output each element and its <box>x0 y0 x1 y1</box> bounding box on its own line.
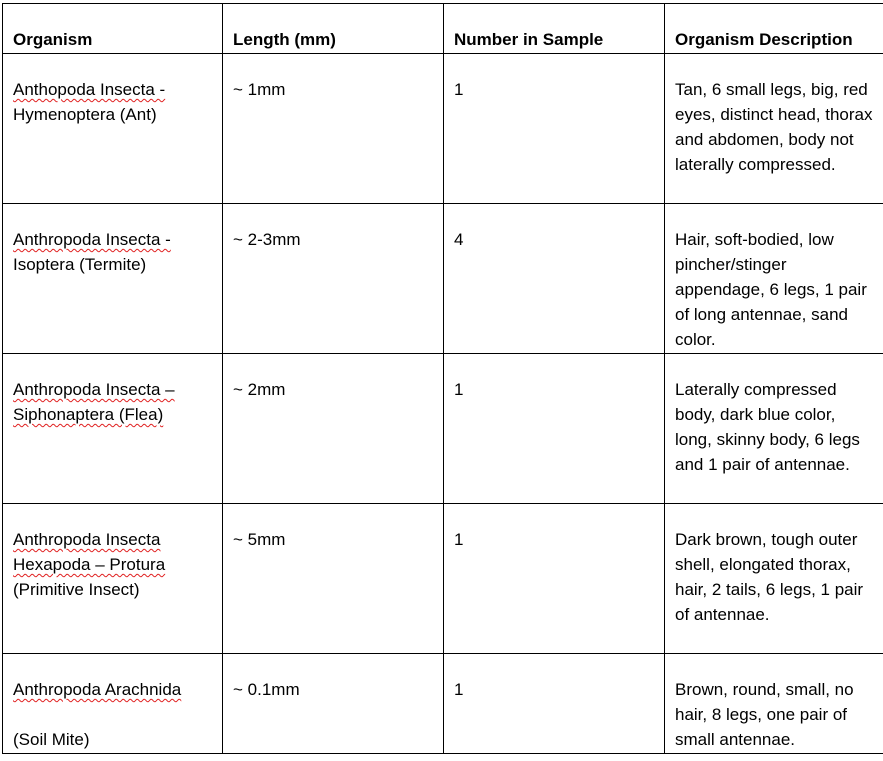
header-organism-description: Organism Description <box>665 4 883 54</box>
organism-name-line: Hexapoda – Protura <box>13 555 166 574</box>
organism-cell <box>3 354 223 504</box>
header-number-in-sample: Number in Sample <box>444 4 665 54</box>
organism-name-line: Anthopoda Insecta - <box>13 80 166 99</box>
description-cell: Brown, round, small, no hair, 8 legs, one pair of small antennae. <box>665 654 883 754</box>
organism-name-line: Siphonaptera (Flea) <box>13 405 164 424</box>
organism-cell <box>3 54 223 204</box>
number-cell: 1 <box>444 54 665 204</box>
organism-table <box>2 3 883 754</box>
table-row <box>3 654 883 754</box>
description-cell: Hair, soft-bodied, low pincher/stinger appendage, 6 legs, 1 pair of long antennae, sand color. <box>665 204 883 354</box>
header-length: Length (mm) <box>223 4 444 54</box>
number-cell: 4 <box>444 204 665 354</box>
description-cell: Dark brown, tough outer shell, elongated thorax, hair, 2 tails, 6 legs, 1 pair of antennae. <box>665 504 883 654</box>
table-row <box>3 354 883 504</box>
length-cell: ~ 0.1mm <box>223 654 444 754</box>
table-row <box>3 504 883 654</box>
organism-name-line: Anthropoda Insecta <box>13 530 161 549</box>
organism-name-line: Anthropoda Insecta – <box>13 380 175 399</box>
description-cell: Tan, 6 small legs, big, red eyes, distinct head, thorax and abdomen, body not laterally compressed. <box>665 54 883 204</box>
length-cell: ~ 5mm <box>223 504 444 654</box>
table-row <box>3 54 883 204</box>
length-cell: ~ 2-3mm <box>223 204 444 354</box>
length-cell: ~ 1mm <box>223 54 444 204</box>
table-header-row <box>3 4 883 54</box>
organism-cell <box>3 204 223 354</box>
organism-name-line: Anthropoda Insecta - <box>13 230 171 249</box>
organism-cell <box>3 504 223 654</box>
organism-name-line: Isoptera (Termite) <box>13 255 147 274</box>
header-organism: Organism <box>3 4 223 54</box>
organism-name-line: (Primitive Insect) <box>13 580 140 599</box>
number-cell: 1 <box>444 504 665 654</box>
organism-name-line: Anthropoda Arachnida <box>13 680 182 699</box>
blank-line <box>13 702 214 727</box>
number-cell: 1 <box>444 654 665 754</box>
number-cell: 1 <box>444 354 665 504</box>
organism-cell <box>3 654 223 754</box>
organism-name-line: Hymenoptera (Ant) <box>13 105 157 124</box>
organism-name-line: (Soil Mite) <box>13 730 90 749</box>
length-cell: ~ 2mm <box>223 354 444 504</box>
table-row <box>3 204 883 354</box>
description-cell: Laterally compressed body, dark blue color, long, skinny body, 6 legs and 1 pair of antennae. <box>665 354 883 504</box>
